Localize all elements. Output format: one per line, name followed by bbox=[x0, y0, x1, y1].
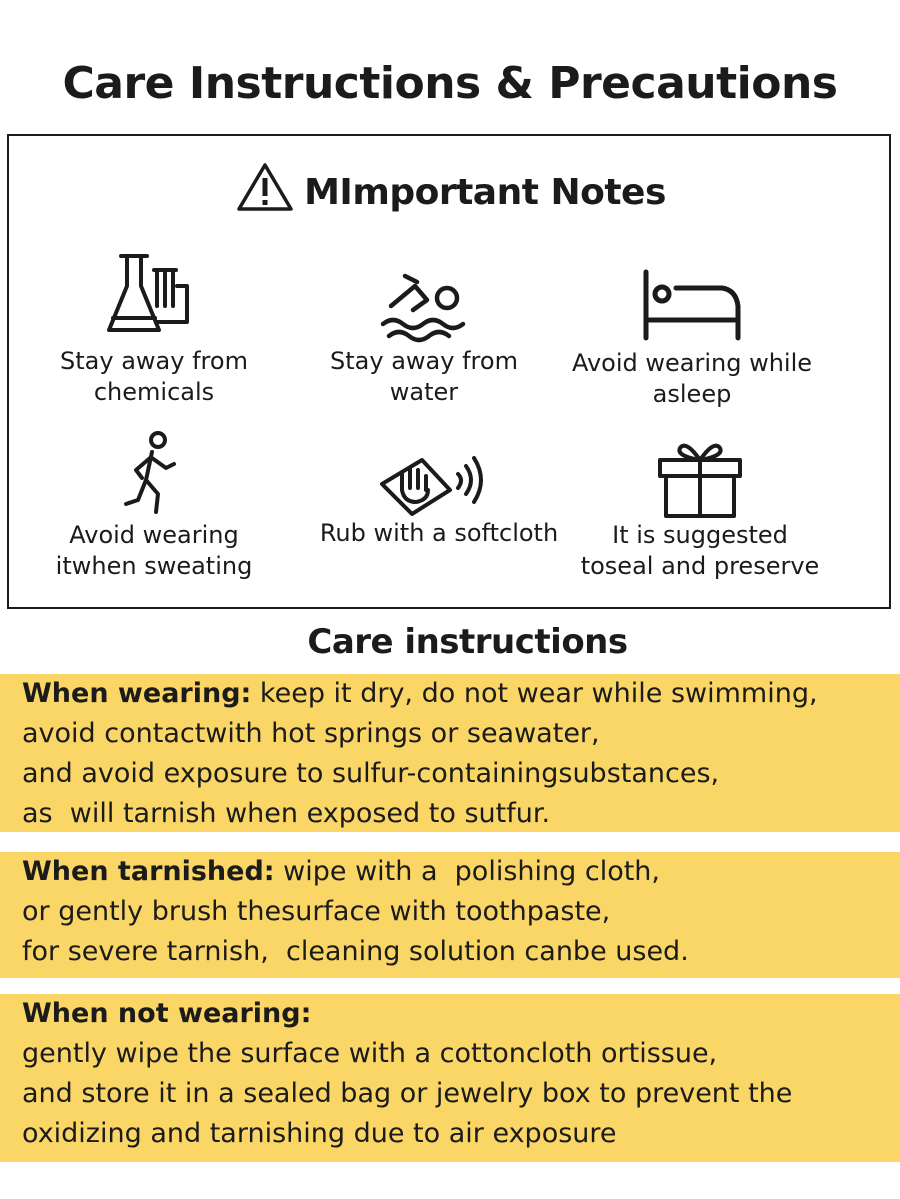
care-instructions-heading: Care instructions bbox=[307, 622, 628, 662]
care-band-tarnished bbox=[0, 852, 900, 978]
warning-triangle-icon bbox=[236, 162, 294, 212]
care-line: oxidizing and tarnishing due to air exposure bbox=[22, 1118, 617, 1149]
notes-heading-text: MImportant Notes bbox=[304, 172, 666, 213]
care-label: When not wearing: bbox=[22, 998, 312, 1029]
note-label: It is suggested toseal and preserve bbox=[580, 521, 820, 580]
note-label: Avoid wearing while asleep bbox=[571, 349, 813, 408]
gift-box-icon bbox=[650, 434, 750, 520]
care-text: wipe with a polishing cloth, bbox=[274, 856, 660, 887]
note-seal-preserve bbox=[565, 434, 835, 582]
note-asleep bbox=[557, 264, 827, 410]
care-text: keep it dry, do not wear while swimming, bbox=[251, 678, 818, 709]
care-label: When wearing: bbox=[22, 678, 252, 709]
notes-heading bbox=[9, 162, 893, 213]
runner-icon bbox=[114, 428, 194, 520]
care-line: as will tarnish when exposed to sutfur. bbox=[22, 798, 551, 829]
care-line bbox=[22, 852, 900, 892]
care-line: and avoid exposure to sulfur-containingsubstances, bbox=[22, 758, 720, 789]
care-line: for severe tarnish, cleaning solution canbe used. bbox=[22, 936, 689, 967]
chemical-flask-icon bbox=[99, 248, 209, 346]
note-label: Stay away from water bbox=[330, 347, 518, 406]
care-label: When tarnished: bbox=[22, 856, 275, 887]
care-line: and store it in a sealed bag or jewelry box to prevent the bbox=[22, 1078, 793, 1109]
note-sweating bbox=[19, 428, 289, 582]
care-line: or gently brush thesurface with toothpaste, bbox=[22, 896, 611, 927]
note-label: Stay away from chemicals bbox=[60, 347, 248, 406]
care-line: gently wipe the surface with a cottoncloth ortissue, bbox=[22, 1038, 718, 1069]
swimmer-icon bbox=[369, 262, 479, 346]
care-line: avoid contactwith hot springs or seawater, bbox=[22, 718, 600, 749]
note-label: Avoid wearing itwhen sweating bbox=[55, 521, 253, 580]
care-band-not-wearing bbox=[0, 994, 900, 1162]
note-label: Rub with a softcloth bbox=[319, 519, 559, 547]
important-notes-panel bbox=[7, 134, 891, 609]
note-chemicals bbox=[19, 248, 289, 408]
care-line bbox=[22, 674, 900, 714]
note-water bbox=[289, 262, 559, 408]
page-title: Care Instructions & Precautions bbox=[62, 58, 838, 109]
hand-wiping-icon bbox=[374, 450, 504, 518]
bed-icon bbox=[632, 264, 752, 348]
care-band-wearing bbox=[0, 674, 900, 832]
note-softcloth bbox=[304, 450, 574, 549]
